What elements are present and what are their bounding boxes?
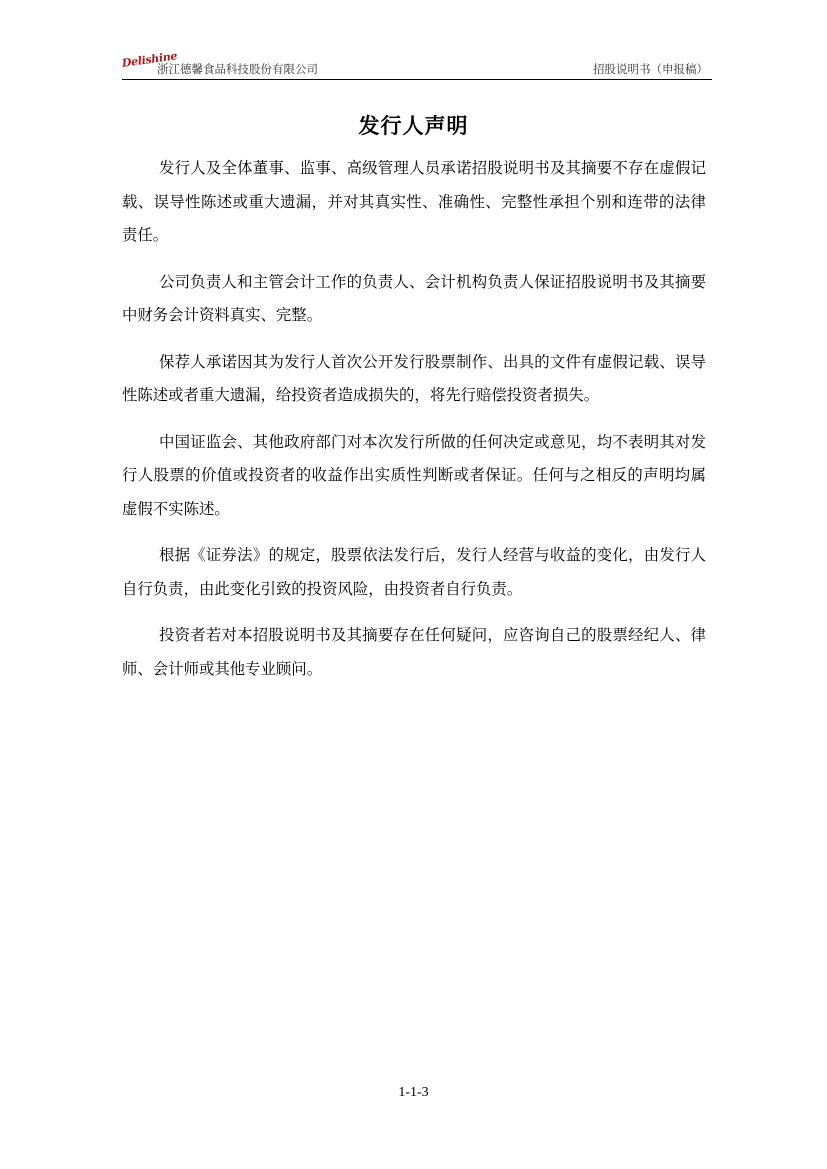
company-name: 浙江德馨食品科技股份有限公司 xyxy=(157,62,318,76)
paragraph: 保荐人承诺因其为发行人首次公开发行股票制作、出具的文件有虚假记载、误导性陈述或者重大遗漏，给投资者造成损失的，将先行赔偿投资者损失。 xyxy=(122,352,706,404)
paragraph: 投资者若对本招股说明书及其摘要存在任何疑问，应咨询自己的股票经纪人、律师、会计师或其他专业顾问。 xyxy=(122,626,706,678)
page-number: 1-1-3 xyxy=(398,1085,429,1100)
page-title: 发行人声明 xyxy=(358,114,469,138)
declaration-body xyxy=(122,152,706,699)
paragraph: 中国证监会、其他政府部门对本次发行所做的任何决定或意见，均不表明其对发行人股票的价值或投资者的收益作出实质性判断或者保证。任何与之相反的声明均属虚假不实陈述。 xyxy=(122,432,706,518)
paragraph: 根据《证券法》的规定，股票依法发行后，发行人经营与收益的变化，由发行人自行负责，由此变化引致的投资风险，由投资者自行负责。 xyxy=(122,546,706,598)
document-type: 招股说明书（申报稿） xyxy=(593,62,708,76)
company-logo: Delishine xyxy=(121,49,178,70)
page-header xyxy=(121,49,712,80)
paragraph: 公司负责人和主管会计工作的负责人、会计机构负责人保证招股说明书及其摘要中财务会计资料真实、完整。 xyxy=(122,272,706,324)
paragraph: 发行人及全体董事、监事、高级管理人员承诺招股说明书及其摘要不存在虚假记载、误导性陈述或重大遗漏，并对其真实性、准确性、完整性承担个别和连带的法律责任。 xyxy=(122,159,706,244)
